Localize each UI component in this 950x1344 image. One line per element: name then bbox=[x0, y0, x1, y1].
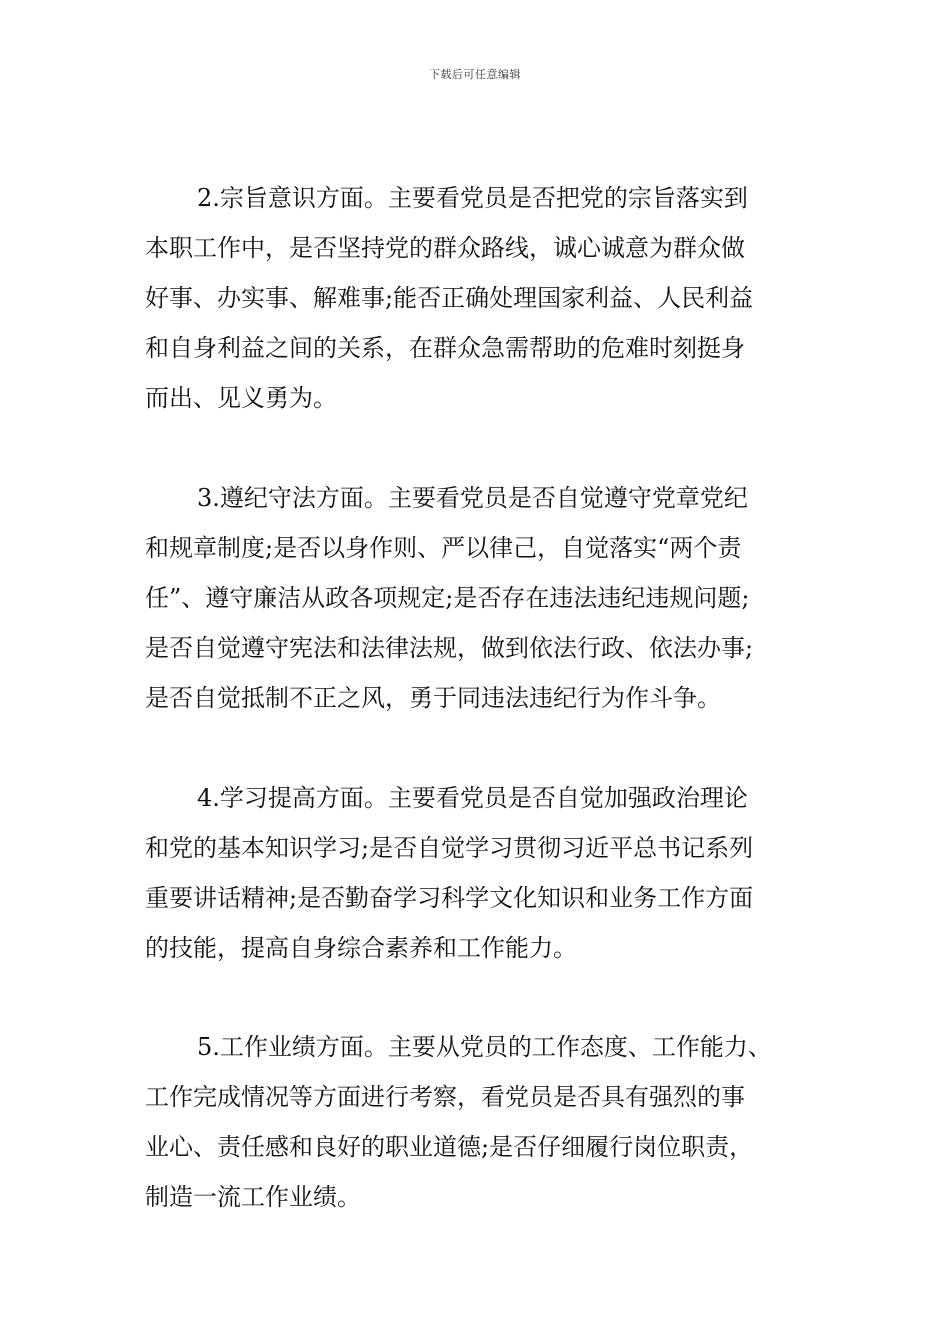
paragraph-line: 重要讲话精神;是否勤奋学习科学文化知识和业务工作方面 bbox=[145, 884, 754, 912]
paragraph-line: 业心、责任感和良好的职业道德;是否仔细履行岗位职责， bbox=[145, 1133, 754, 1161]
paragraph-line: 制造一流工作业绩。 bbox=[145, 1183, 361, 1211]
paragraph-line: 5.工作业绩方面。主要从党员的工作态度、工作能力、 bbox=[197, 1033, 772, 1061]
paragraph-line: 3.遵纪守法方面。主要看党员是否自觉遵守党章党纪 bbox=[197, 484, 748, 512]
paragraph-line: 是否自觉遵守宪法和法律法规，做到依法行政、依法办事; bbox=[145, 634, 754, 662]
paragraph-purpose-awareness bbox=[145, 173, 753, 423]
paragraph-line: 和党的基本知识学习;是否自觉学习贯彻习近平总书记系列 bbox=[145, 834, 754, 862]
paragraph-line: 和自身利益之间的关系，在群众急需帮助的危难时刻挺身 bbox=[145, 334, 745, 362]
paragraph-line: 任”、遵守廉洁从政各项规定;是否存在违法违纪违规问题; bbox=[145, 584, 750, 612]
paragraph-line: 本职工作中，是否坚持党的群众路线，诚心诚意为群众做 bbox=[145, 234, 745, 262]
paragraph-law-discipline bbox=[145, 473, 753, 723]
paragraph-line: 好事、办实事、解难事;能否正确处理国家利益、人民利益 bbox=[145, 284, 754, 312]
paragraph-line: 是否自觉抵制不正之风，勇于同违法违纪行为作斗争。 bbox=[145, 684, 721, 712]
paragraph-learning bbox=[145, 773, 753, 973]
paragraph-line: 工作完成情况等方面进行考察，看党员是否具有强烈的事 bbox=[145, 1083, 745, 1111]
paragraph-line: 和规章制度;是否以身作则、严以律己，自觉落实“两个责 bbox=[145, 534, 742, 562]
paragraph-work-performance bbox=[145, 1022, 772, 1222]
paragraph-line: 4.学习提高方面。主要看党员是否自觉加强政治理论 bbox=[197, 784, 748, 812]
paragraph-line: 的技能，提高自身综合素养和工作能力。 bbox=[145, 934, 577, 962]
page-header: 下载后可任意编辑 bbox=[429, 68, 521, 81]
paragraph-line: 而出、见义勇为。 bbox=[145, 384, 337, 412]
paragraph-line: 2.宗旨意识方面。主要看党员是否把党的宗旨落实到 bbox=[197, 184, 748, 212]
